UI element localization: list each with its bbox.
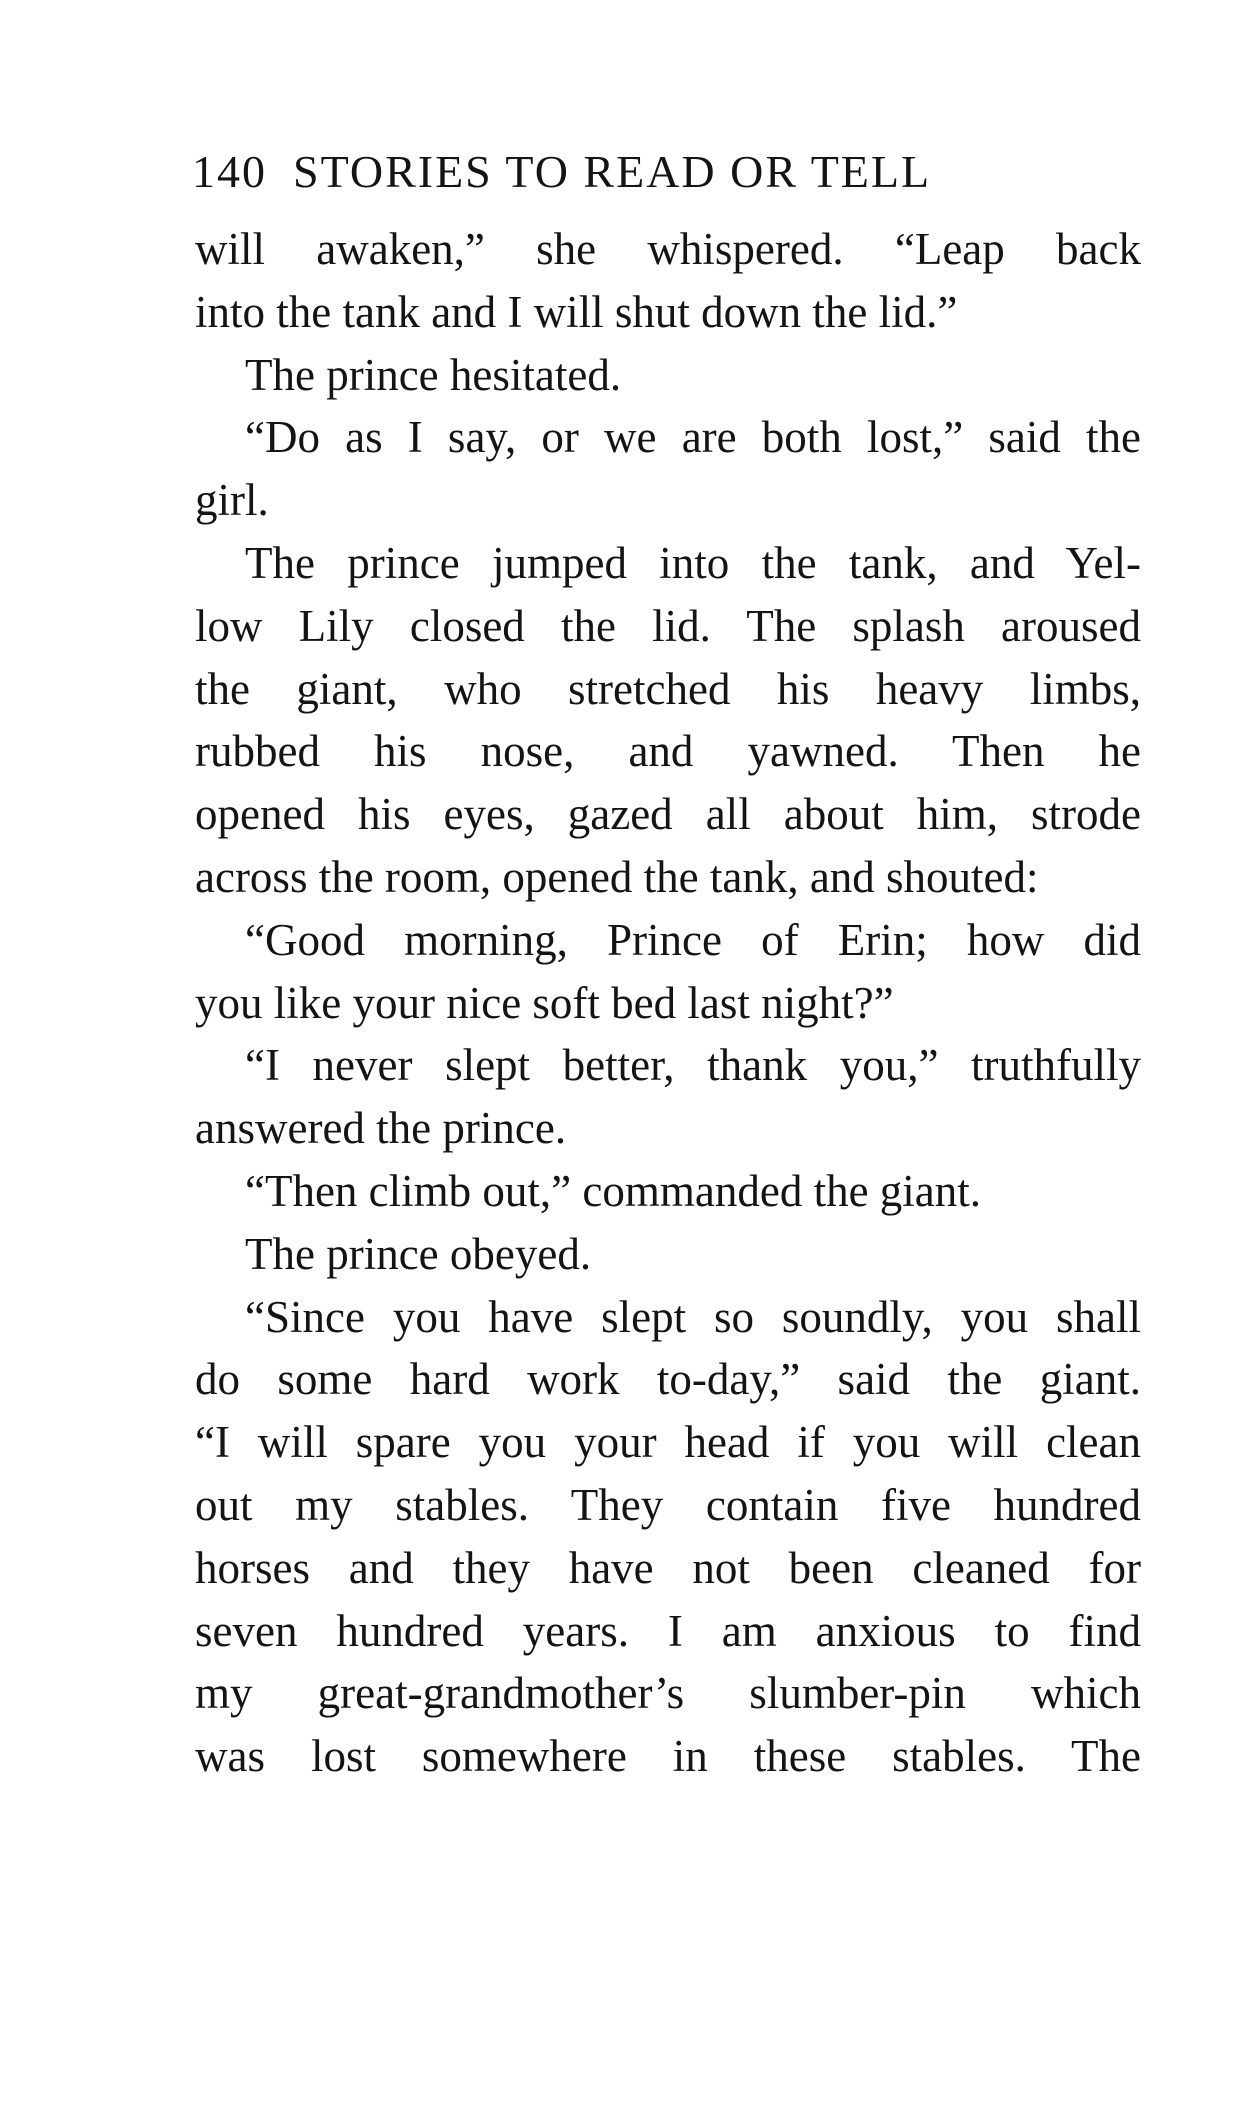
- running-head: [192, 140, 1140, 204]
- text-line: will awaken,” she whispered. “Leap back: [195, 224, 1141, 274]
- text-line: answered the prince.: [195, 1103, 567, 1154]
- text-line: The prince obeyed.: [245, 1228, 592, 1279]
- text-line: “Good morning, Prince of Erin; how did: [245, 914, 1141, 965]
- text-line: rubbed his nose, and yawned. Then he: [195, 726, 1141, 777]
- text-line: The prince jumped into the tank, and Yel-: [245, 537, 1141, 588]
- text-line: my great-grandmother’s slumber-pin which: [195, 1668, 1141, 1719]
- text-line: “Do as I say, or we are both lost,” said the: [245, 412, 1141, 463]
- text-line: into the tank and I will shut down the lid.”: [195, 286, 958, 337]
- text-line: “I never slept better, thank you,” truthfully: [245, 1040, 1141, 1091]
- text-line: you like your nice soft bed last night?”: [195, 977, 894, 1028]
- text-line: was lost somewhere in these stables. The: [195, 1731, 1141, 1782]
- text-line: “I will spare you your head if you will clean: [195, 1417, 1141, 1468]
- text-line: The prince hesitated.: [245, 349, 622, 400]
- text-line: low Lily closed the lid. The splash aroused: [195, 600, 1141, 651]
- text-line: across the room, opened the tank, and shouted:: [195, 851, 1039, 902]
- page-number: 140: [192, 146, 267, 197]
- text-line: opened his eyes, gazed all about him, strode: [195, 789, 1141, 840]
- text-line: the giant, who stretched his heavy limbs,: [195, 663, 1141, 714]
- text-line: seven hundred years. I am anxious to find: [195, 1605, 1141, 1656]
- text-line: do some hard work to-day,” said the giant.: [195, 1354, 1141, 1405]
- text-line: horses and they have not been cleaned for: [195, 1542, 1141, 1593]
- running-title: STORIES TO READ OR TELL: [293, 146, 932, 197]
- text-line: “Since you have slept so soundly, you shall: [245, 1291, 1141, 1342]
- body-text: [195, 218, 1141, 1788]
- text-line: girl.: [195, 475, 269, 526]
- text-line: “Then climb out,” commanded the giant.: [245, 1165, 982, 1216]
- text-line: out my stables. They contain five hundred: [195, 1479, 1141, 1530]
